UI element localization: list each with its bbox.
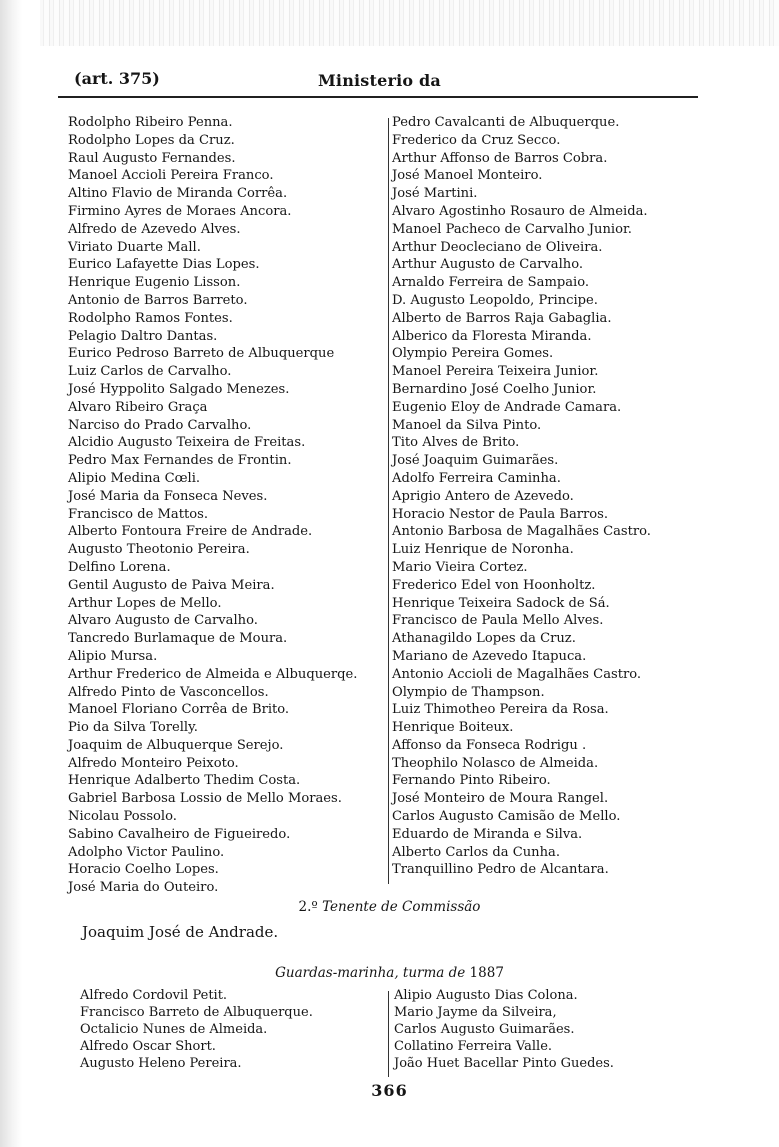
- header-rule: [58, 96, 698, 98]
- list-item: Tranquillino Pedro de Alcantara.: [392, 862, 609, 878]
- list-item: Alfredo Pinto de Vasconcellos.: [68, 684, 269, 700]
- list-item: Alberto Carlos da Cunha.: [392, 844, 561, 860]
- list-item: José Maria do Outeiro.: [68, 880, 219, 896]
- list-item: Delfino Lorena.: [68, 559, 171, 575]
- list-item: José Maria da Fonseca Neves.: [68, 488, 268, 504]
- list-item: Mario Jayme da Silveira,: [394, 1005, 557, 1020]
- list-item: Bernardino José Coelho Junior.: [392, 381, 597, 397]
- list-item: Eurico Lafayette Dias Lopes.: [68, 257, 260, 273]
- rank-number: 2.º: [298, 899, 318, 915]
- list-item: Alipio Medina Cœli.: [68, 470, 201, 486]
- list-item: Alfredo de Azevedo Alves.: [68, 221, 241, 237]
- list-item: Carlos Augusto Camisão de Mello.: [392, 809, 621, 825]
- list-item: Arthur Augusto de Carvalho.: [392, 257, 584, 273]
- list-item: Alfredo Cordovil Petit.: [80, 988, 228, 1003]
- tenente-name: Joaquim José de Andrade.: [82, 923, 279, 941]
- list-item: Gabriel Barbosa Lossio de Mello Moraes.: [68, 791, 342, 807]
- list-item: Nicolau Possolo.: [68, 809, 177, 825]
- names-two-column-list: [68, 114, 708, 896]
- list-item: Olympio Pereira Gomes.: [392, 346, 554, 362]
- list-item: Horacio Nestor de Paula Barros.: [392, 506, 609, 522]
- list-item: José Monteiro de Moura Rangel.: [392, 791, 609, 807]
- list-item: José Manoel Monteiro.: [392, 168, 543, 184]
- list-item: Octalicio Nunes de Almeida.: [80, 1022, 268, 1037]
- list-item: Affonso da Fonseca Rodrigu .: [392, 737, 587, 753]
- guardas-year: 1887: [469, 965, 504, 981]
- column-divider: [388, 118, 389, 884]
- article-reference: (art. 375): [74, 69, 160, 88]
- list-item: Augusto Theotonio Pereira.: [68, 542, 250, 558]
- list-item: Alvaro Augusto de Carvalho.: [68, 613, 258, 629]
- page-header: [58, 66, 708, 94]
- list-item: Adolpho Victor Paulino.: [68, 844, 225, 860]
- list-item: Alvaro Agostinho Rosauro de Almeida.: [392, 203, 648, 219]
- list-item: Antonio de Barros Barreto.: [68, 292, 248, 308]
- list-item: Henrique Adalberto Thedim Costa.: [68, 773, 301, 789]
- list-item: Pelagio Daltro Dantas.: [68, 328, 218, 344]
- list-item: Antonio Accioli de Magalhães Castro.: [392, 666, 642, 682]
- rank-title: Tenente de Commissão: [322, 899, 481, 915]
- list-item: Arthur Frederico de Almeida e Albuquerqe.: [68, 666, 358, 682]
- list-item: Narciso do Prado Carvalho.: [68, 417, 252, 433]
- list-item: Sabino Cavalheiro de Figueiredo.: [68, 826, 291, 842]
- scan-noise-top: [40, 0, 779, 46]
- list-item: Tito Alves de Brito.: [392, 435, 520, 451]
- page-number: 366: [371, 1081, 408, 1100]
- list-item: Augusto Heleno Pereira.: [80, 1056, 242, 1071]
- guardas-right-column: [394, 987, 684, 1072]
- list-item: Altino Flavio de Miranda Corrêa.: [68, 186, 288, 202]
- list-item: Tancredo Burlamaque de Moura.: [68, 631, 288, 647]
- list-item: Arnaldo Ferreira de Sampaio.: [392, 275, 590, 291]
- list-item: Manoel Pacheco de Carvalho Junior.: [392, 221, 632, 237]
- list-item: Manoel da Silva Pinto.: [392, 417, 542, 433]
- section-heading-guardas: [0, 965, 779, 981]
- list-item: Mario Vieira Cortez.: [392, 559, 528, 575]
- list-item: Pio da Silva Torelly.: [68, 720, 198, 736]
- names-left-column: [68, 114, 388, 897]
- list-item: Frederico Edel von Hoonholtz.: [392, 577, 596, 593]
- list-item: Joaquim de Albuquerque Serejo.: [68, 737, 284, 753]
- guardas-two-column-list: [80, 987, 680, 1077]
- list-item: Alfredo Oscar Short.: [80, 1039, 216, 1054]
- list-item: Alcidio Augusto Teixeira de Freitas.: [68, 435, 306, 451]
- list-item: Luiz Carlos de Carvalho.: [68, 364, 232, 380]
- guardas-left-column: [80, 987, 388, 1072]
- list-item: Alberto de Barros Raja Gabaglia.: [392, 310, 612, 326]
- list-item: Manoel Accioli Pereira Franco.: [68, 168, 274, 184]
- list-item: José Martini.: [392, 186, 478, 202]
- list-item: Fernando Pinto Ribeiro.: [392, 773, 551, 789]
- list-item: Horacio Coelho Lopes.: [68, 862, 219, 878]
- list-item: Francisco de Paula Mello Alves.: [392, 613, 604, 629]
- list-item: Alipio Augusto Dias Colona.: [394, 988, 578, 1003]
- list-item: Athanagildo Lopes da Cruz.: [392, 631, 576, 647]
- list-item: Firmino Ayres de Moraes Ancora.: [68, 203, 292, 219]
- list-item: José Joaquim Guimarães.: [392, 453, 559, 469]
- list-item: Frederico da Cruz Secco.: [392, 132, 561, 148]
- names-right-column: [392, 114, 708, 879]
- list-item: Mariano de Azevedo Itapuca.: [392, 648, 587, 664]
- guardas-title: Guardas-marinha, turma de: [275, 965, 466, 981]
- list-item: Alfredo Monteiro Peixoto.: [68, 755, 239, 771]
- list-item: Pedro Cavalcanti de Albuquerque.: [392, 115, 620, 130]
- list-item: Alipio Mursa.: [68, 648, 158, 664]
- list-item: Raul Augusto Fernandes.: [68, 150, 236, 166]
- list-item: Collatino Ferreira Valle.: [394, 1039, 553, 1054]
- list-item: Antonio Barbosa de Magalhães Castro.: [392, 524, 651, 540]
- list-item: Rodolpho Lopes da Cruz.: [68, 132, 235, 148]
- list-item: Henrique Teixeira Sadock de Sá.: [392, 595, 610, 611]
- list-item: Luiz Thimotheo Pereira da Rosa.: [392, 702, 609, 718]
- list-item: Viriato Duarte Mall.: [68, 239, 201, 255]
- list-item: Olympio de Thampson.: [392, 684, 545, 700]
- list-item: Henrique Eugenio Lisson.: [68, 275, 241, 291]
- section-heading-tenente: [0, 899, 779, 915]
- list-item: Francisco Barreto de Albuquerque.: [80, 1005, 313, 1020]
- list-item: Manoel Floriano Corrêa de Brito.: [68, 702, 290, 718]
- list-item: Eduardo de Miranda e Silva.: [392, 826, 583, 842]
- list-item: Alberto Fontoura Freire de Andrade.: [68, 524, 313, 540]
- list-item: Rodolpho Ramos Fontes.: [68, 310, 233, 326]
- list-item: Gentil Augusto de Paiva Meira.: [68, 577, 275, 593]
- list-item: Rodolpho Ribeiro Penna.: [68, 115, 233, 130]
- list-item: Eugenio Eloy de Andrade Camara.: [392, 399, 622, 415]
- list-item: Adolfo Ferreira Caminha.: [392, 470, 561, 486]
- running-title: Ministerio da: [318, 71, 441, 90]
- list-item: Luiz Henrique de Noronha.: [392, 542, 574, 558]
- list-item: Francisco de Mattos.: [68, 506, 208, 522]
- list-item: Alvaro Ribeiro Graça: [68, 399, 208, 415]
- list-item: Arthur Affonso de Barros Cobra.: [392, 150, 608, 166]
- list-item: João Huet Bacellar Pinto Guedes.: [394, 1056, 614, 1071]
- list-item: Manoel Pereira Teixeira Junior.: [392, 364, 599, 380]
- list-item: Arthur Deocleciano de Oliveira.: [392, 239, 603, 255]
- list-item: Arthur Lopes de Mello.: [68, 595, 222, 611]
- list-item: Theophilo Nolasco de Almeida.: [392, 755, 599, 771]
- list-item: Eurico Pedroso Barreto de Albuquerque: [68, 346, 335, 362]
- list-item: Alberico da Floresta Miranda.: [392, 328, 592, 344]
- list-item: Carlos Augusto Guimarães.: [394, 1022, 575, 1037]
- list-item: Pedro Max Fernandes de Frontin.: [68, 453, 292, 469]
- list-item: D. Augusto Leopoldo, Principe.: [392, 292, 598, 308]
- guardas-column-divider: [388, 991, 389, 1077]
- list-item: Aprigio Antero de Azevedo.: [392, 488, 574, 504]
- list-item: José Hyppolito Salgado Menezes.: [68, 381, 290, 397]
- list-item: Henrique Boiteux.: [392, 720, 514, 736]
